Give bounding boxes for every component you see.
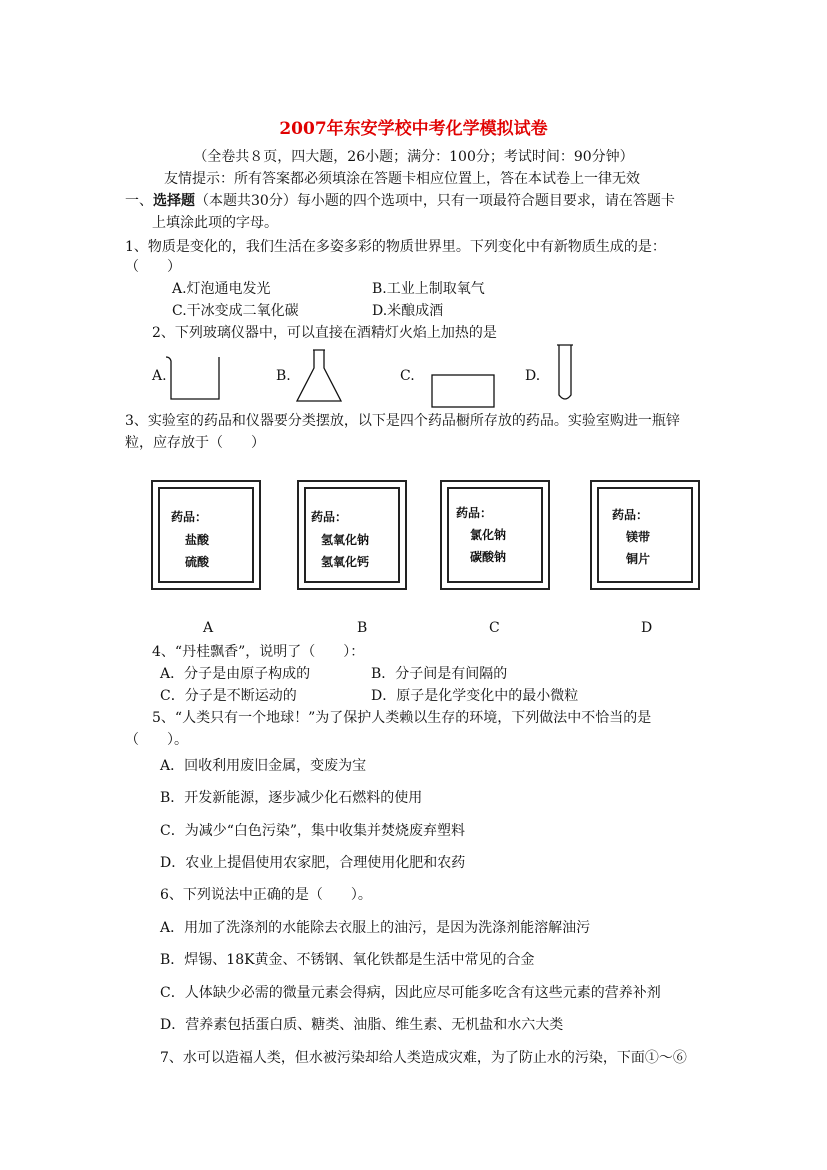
q1-option-a: A.灯泡通电发光 (172, 281, 271, 297)
cabinet-a (151, 480, 261, 590)
section-name: 选择题 (153, 193, 195, 209)
test-tube-icon (555, 343, 577, 405)
q1-option-d: D.米酿成酒 (372, 303, 444, 319)
flat-dish-icon (430, 373, 498, 409)
q4-option-b: B．分子间是有间隔的 (371, 666, 508, 682)
section-desc: （本题共30分）每小题的四个选项中，只有一项最符合题目要求，请在答题卡 (195, 193, 675, 209)
cabinet-a-item1: 盐酸 (185, 533, 210, 547)
q4-stem: 4、“丹桂飘香”，说明了（ ）： (152, 644, 365, 660)
cabinet-c-item2: 碳酸钠 (470, 550, 507, 564)
conical-flask-icon (294, 348, 344, 404)
q4-option-a: A．分子是由原子构成的 (160, 666, 311, 682)
q5-blank: （ ）。 (125, 732, 188, 748)
q6-option-b: B．焊锡、18K黄金、不锈钢、氧化铁都是生活中常见的合金 (160, 952, 535, 968)
cabinet-b-item2: 氢氧化钙 (321, 555, 370, 569)
beaker-icon (164, 355, 224, 403)
q6-stem: 6、下列说法中正确的是（ ）。 (160, 887, 372, 903)
q1-option-b: B.工业上制取氧气 (372, 281, 485, 297)
cabinet-a-letter: A (203, 620, 214, 636)
cabinet-b-letter: B (357, 620, 368, 636)
cabinet-a-item2: 硫酸 (185, 555, 210, 569)
cabinet-a-heading: 药品： (171, 510, 208, 524)
q5-option-b: B．开发新能源，逐步减少化石燃料的使用 (160, 790, 423, 806)
cabinet-b-item1: 氢氧化钠 (321, 533, 370, 547)
cabinet-c (440, 480, 550, 590)
q2-label-d: D. (525, 368, 541, 384)
friendly-tip: 友情提示：所有答案都必须填涂在答题卡相应位置上，答在本试卷上一律无效 (164, 171, 640, 187)
q6-option-a: A．用加了洗涤剂的水能除去衣服上的油污，是因为洗涤剂能溶解油污 (160, 920, 591, 936)
q2-label-b: B. (276, 368, 291, 384)
cabinet-d-heading: 药品： (612, 508, 649, 522)
q4-option-d: D．原子是化学变化中的最小微粒 (371, 688, 579, 704)
exam-info: （全卷共８页，四大题，26小题；满分：100分；考试时间：90分钟） (193, 149, 634, 165)
q2-stem: 2、下列玻璃仪器中，可以直接在酒精灯火焰上加热的是 (152, 325, 497, 341)
section-heading (125, 190, 675, 210)
q6-option-c: C．人体缺少必需的微量元素会得病，因此应尽可能多吃含有这些元素的营养补剂 (160, 985, 661, 1001)
cabinet-b-heading: 药品： (311, 510, 348, 524)
cabinet-d-item1: 镁带 (626, 530, 651, 544)
section-number: 一、 (125, 193, 153, 209)
q5-option-c: C．为减少“白色污染”，集中收集并焚烧废弃塑料 (160, 823, 466, 839)
cabinet-d-letter: D (641, 620, 653, 636)
q1-stem: 1、物质是变化的，我们生活在多姿多彩的物质世界里。下列变化中有新物质生成的是： (125, 239, 666, 255)
q5-option-d: D．农业上提倡使用农家肥，合理使用化肥和农药 (160, 855, 466, 871)
exam-title: 2007年东安学校中考化学模拟试卷 (279, 119, 548, 139)
cabinet-d (590, 480, 700, 590)
q6-option-d: D．营养素包括蛋白质、糖类、油脂、维生素、无机盐和水六大类 (160, 1017, 564, 1033)
cabinet-c-item1: 氯化钠 (470, 528, 507, 542)
section-desc-line2: 上填涂此项的字母。 (152, 215, 278, 231)
q5-option-a: A．回收利用废旧金属，变废为宝 (160, 758, 367, 774)
q5-stem: 5、“人类只有一个地球！”为了保护人类赖以生存的环境，下列做法中不恰当的是 (152, 710, 652, 726)
q4-option-c: C．分子是不断运动的 (160, 688, 297, 704)
cabinet-d-item2: 铜片 (626, 552, 651, 566)
q2-label-a: A. (152, 368, 167, 384)
q1-blank: （ ） (125, 259, 181, 275)
cabinet-c-letter: C (489, 620, 500, 636)
q3-stem-line1: 3、实验室的药品和仪器要分类摆放，以下是四个药品橱所存放的药品。实验室购进一瓶锌 (125, 413, 680, 429)
cabinet-b (297, 480, 407, 590)
q3-stem-line2: 粒，应存放于（ ） (125, 435, 265, 451)
q1-option-c: C.干冰变成二氧化碳 (172, 303, 299, 319)
q7-stem: 7、水可以造福人类，但水被污染却给人类造成灾难，为了防止水的污染，下面①～⑥ (160, 1050, 687, 1066)
q2-label-c: C. (400, 368, 415, 384)
cabinet-c-heading: 药品： (456, 506, 493, 520)
